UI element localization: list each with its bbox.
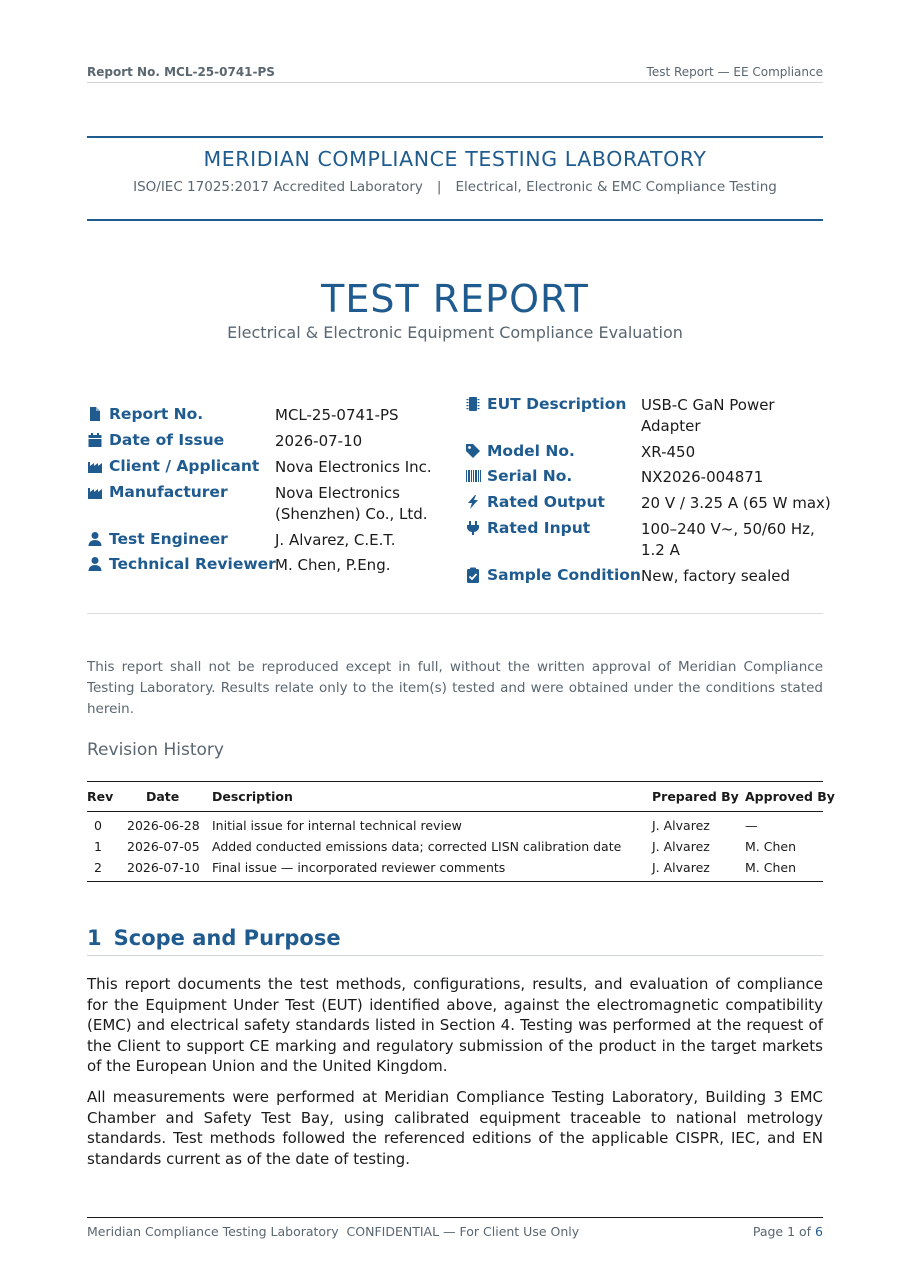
cell-description: Final issue — incorporated reviewer comments (212, 860, 506, 875)
report-subtitle: Electrical & Electronic Equipment Compliance Evaluation (227, 323, 683, 342)
info-label-eut-description: EUT Description (465, 395, 626, 413)
clipboard-check-icon (465, 567, 481, 583)
info-value-model-no: XR-450 (641, 443, 696, 461)
lab-accreditation: ISO/IEC 17025:2017 Accredited Laboratory (133, 179, 423, 195)
cell-approved-by: M. Chen (745, 860, 796, 875)
section-heading (87, 926, 341, 950)
lab-name: MERIDIAN COMPLIANCE TESTING LABORATORY (203, 147, 707, 171)
section-number: 1 (87, 926, 102, 950)
user-icon (87, 531, 103, 547)
info-value-eut-description: USB-C GaN Power Adapter (641, 396, 775, 435)
info-label-rated-output: Rated Output (465, 493, 605, 511)
report-title: TEST REPORT (321, 277, 589, 321)
header-divider (87, 82, 823, 83)
user-icon (87, 556, 103, 572)
section-rule (87, 955, 823, 956)
footer-rule (87, 1217, 823, 1218)
info-value-report-no: MCL-25-0741-PS (275, 406, 399, 424)
info-label-rated-input: Rated Input (465, 519, 590, 537)
info-value-rated-output: 20 V / 3.25 A (65 W max) (641, 494, 831, 512)
table-bottom-rule (87, 881, 823, 882)
running-header-title: Test Report — EE Compliance (646, 65, 823, 79)
table-header-rule (87, 811, 823, 812)
table-header-prepared-by: Prepared By (652, 789, 739, 804)
info-label-serial-no: Serial No. (465, 467, 572, 485)
cell-prepared-by: J. Alvarez (652, 860, 710, 875)
info-label-report-no: Report No. (87, 405, 203, 423)
footer-confidential: Meridian Compliance Testing Laboratory CONFIDENTIAL — For Client Use Only (87, 1224, 580, 1239)
lab-separator: | (436, 179, 442, 195)
industry-icon (87, 484, 103, 500)
info-divider (87, 613, 823, 614)
cell-approved-by: M. Chen (745, 839, 796, 854)
section-paragraph: All measurements were performed at Meridian Compliance Testing Laboratory, Building 3 EMC Chamber and Safety Test Bay, using calibrated equipment traceable to national metrology standards. Test methods followed the referenced editions of the applicable CISPR, IEC, and EN standards current as of the date of testing. (87, 1088, 823, 1168)
info-value-sample-condition: New, factory sealed (641, 567, 790, 585)
cell-rev: 0 (94, 818, 102, 833)
reproduction-notice: This report shall not be reproduced except in full, without the written approval of Meridian Compliance Testing Laboratory. Results relate only to the item(s) tested and were obtained under the conditions stated herein. (87, 659, 823, 717)
cell-prepared-by: J. Alvarez (652, 839, 710, 854)
info-label-sample-condition: Sample Condition (465, 566, 641, 584)
cell-date: 2026-07-05 (127, 839, 200, 854)
bolt-icon (465, 494, 481, 510)
lab-subtitle (0, 179, 910, 195)
cell-description: Initial issue for internal technical review (212, 818, 462, 833)
info-value-test-engineer: J. Alvarez, C.E.T. (275, 531, 396, 549)
chip-icon (465, 396, 481, 412)
cell-prepared-by: J. Alvarez (652, 818, 710, 833)
plug-icon (465, 520, 481, 536)
info-label-technical-reviewer: Technical Reviewer (87, 555, 276, 573)
info-label-date-of-issue: Date of Issue (87, 431, 224, 449)
running-header-report-no: Report No. MCL-25-0741-PS (87, 65, 275, 79)
table-header-approved-by: Approved By (745, 789, 835, 804)
info-label-manufacturer: Manufacturer (87, 483, 228, 501)
cell-approved-by: — (745, 818, 758, 833)
table-header-description: Description (212, 789, 293, 804)
info-value-date-of-issue: 2026-07-10 (275, 432, 363, 450)
table-header-date: Date (146, 789, 180, 804)
info-label-test-engineer: Test Engineer (87, 530, 228, 548)
barcode-icon (465, 468, 481, 484)
cell-rev: 1 (94, 839, 102, 854)
page-indicator (753, 1224, 823, 1239)
info-label-client: Client / Applicant (87, 457, 259, 475)
info-value-serial-no: NX2026-004871 (641, 468, 764, 486)
info-value-rated-input: 100–240 V~, 50/60 Hz, 1.2 A (641, 520, 815, 559)
cell-date: 2026-07-10 (127, 860, 200, 875)
table-top-rule (87, 781, 823, 782)
industry-icon (87, 458, 103, 474)
info-value-manufacturer: Nova Electronics (Shenzhen) Co., Ltd. (275, 484, 428, 523)
info-value-technical-reviewer: M. Chen, P.Eng. (275, 556, 391, 574)
page-prefix: Page 1 of (752, 1224, 812, 1239)
tag-icon (465, 443, 481, 459)
info-label-model-no: Model No. (465, 442, 575, 460)
cell-rev: 2 (94, 860, 102, 875)
cell-date: 2026-06-28 (127, 818, 200, 833)
cell-description: Added conducted emissions data; corrected LISN calibration date (212, 839, 622, 854)
section-paragraph: This report documents the test methods, configurations, results, and evaluation of compliance for the Equipment Under Test (EUT) identified above, against the electromagnetic compatibility (EMC) and electrical safety standards listed in Section 4. Testing was performed at the request of the Client to support CE marking and regulatory submission of the product in the target markets of the European Union and the United Kingdom. (87, 975, 823, 1076)
file-icon (87, 406, 103, 422)
calendar-icon (87, 432, 103, 448)
section-title: Scope and Purpose (113, 926, 341, 950)
revision-history-title: Revision History (87, 740, 224, 760)
info-value-client: Nova Electronics Inc. (275, 458, 432, 476)
table-header-rev: Rev (87, 789, 114, 804)
banner-bottom-rule (87, 219, 823, 221)
banner-top-rule (87, 136, 823, 138)
page-total-link[interactable]: 6 (815, 1224, 823, 1239)
lab-scope: Electrical, Electronic & EMC Compliance Testing (455, 179, 777, 195)
